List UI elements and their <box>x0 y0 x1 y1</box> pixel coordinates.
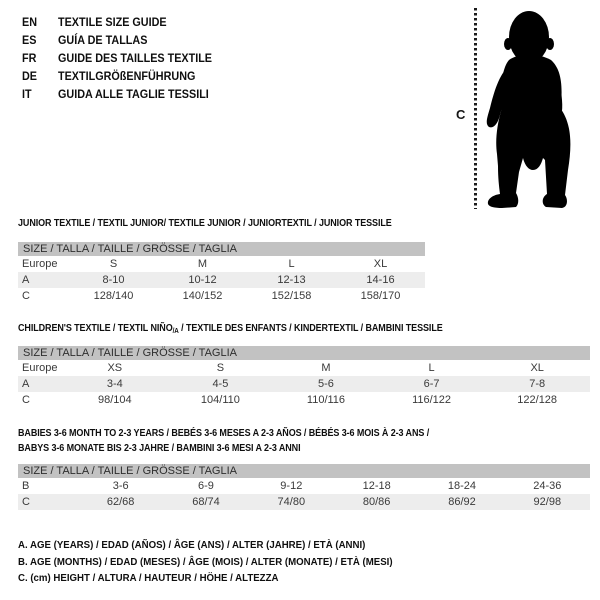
size-cell: 4-5 <box>212 378 229 390</box>
language-row <box>22 67 212 85</box>
table-row <box>18 494 590 510</box>
language-list <box>22 13 233 103</box>
size-cell: XL <box>373 258 388 270</box>
language-title: GUIDA ALLE TAGLIE TESSILI <box>58 87 209 101</box>
size-cell: S <box>216 362 225 374</box>
baby-silhouette-icon <box>483 8 598 210</box>
height-measure-label: C <box>456 107 466 122</box>
size-header-bar: SIZE / TALLA / TAILLE / GRÖSSE / TAGLIA <box>18 346 590 360</box>
section-title-children-sub: /A <box>172 328 179 335</box>
size-cell: XS <box>107 362 123 374</box>
size-cell: 122/128 <box>517 394 558 406</box>
table-row <box>18 478 590 494</box>
size-cell: 9-12 <box>280 480 303 492</box>
section-title-children-rest: / TEXTILE DES ENFANTS / KINDERTEXTIL / BAMBINI TESSILE <box>178 323 443 334</box>
size-cell: 24-36 <box>533 480 562 492</box>
size-cell: 92/98 <box>533 496 562 508</box>
row-label: C <box>22 394 30 406</box>
language-row <box>22 85 212 103</box>
table-row <box>18 272 425 288</box>
size-cell: 140/152 <box>182 290 223 302</box>
size-header-bar: SIZE / TALLA / TAILLE / GRÖSSE / TAGLIA <box>18 242 425 256</box>
size-cell: 6-7 <box>423 378 440 390</box>
table-row <box>18 376 590 392</box>
size-cell: 3-4 <box>106 378 123 390</box>
language-code: IT <box>22 87 32 101</box>
language-row <box>22 13 212 31</box>
table-row <box>18 256 425 272</box>
language-row <box>22 31 212 49</box>
size-cell: XL <box>530 362 544 374</box>
language-code: ES <box>22 33 37 47</box>
language-title: GUÍA DE TALLAS <box>58 33 148 47</box>
footnote-line-b: B. AGE (MONTHS) / EDAD (MESES) / ÂGE (MOIS) / ALTER (MONATE) / ETÀ (MESI) <box>18 555 393 568</box>
size-cell: 7-8 <box>529 378 546 390</box>
size-cell: 14-16 <box>366 274 395 286</box>
size-cell: 8-10 <box>102 274 125 286</box>
size-cell: 12-18 <box>362 480 391 492</box>
size-cell: 68/74 <box>192 496 220 508</box>
table-row <box>18 392 590 408</box>
size-cell: 104/110 <box>200 394 240 406</box>
language-title: TEXTILGRÖßENFÜHRUNG <box>58 69 196 83</box>
size-cell: 6-9 <box>198 480 214 492</box>
size-cell: 5-6 <box>318 378 334 390</box>
size-cell: L <box>288 258 295 270</box>
row-label: Europe <box>22 362 58 374</box>
footnote-line-c: C. (cm) HEIGHT / ALTURA / HAUTEUR / HÖHE / ALTEZZA <box>18 572 279 584</box>
row-label: C <box>22 496 30 508</box>
size-header-bar: SIZE / TALLA / TAILLE / GRÖSSE / TAGLIA <box>18 464 590 478</box>
section-title-babies-line1: BABIES 3-6 MONTH TO 2-3 YEARS / BEBÉS 3-6 MESES A 2-3 AÑOS / BÉBÉS 3-6 MOIS À 2-3 ANS / <box>18 428 430 439</box>
language-title: GUIDE DES TAILLES TEXTILE <box>58 51 213 65</box>
silhouette-legs <box>488 108 571 208</box>
section-title-children-main: CHILDREN'S TEXTILE / TEXTIL NIÑO <box>18 323 173 334</box>
size-table-children <box>18 346 590 408</box>
section-title-babies <box>18 426 429 456</box>
table-row <box>18 288 425 304</box>
language-code: EN <box>22 15 38 29</box>
language-code: FR <box>22 51 37 65</box>
row-label: B <box>22 480 30 492</box>
size-cell: 74/80 <box>277 496 306 508</box>
row-label: A <box>22 378 30 390</box>
size-cell: 152/158 <box>271 290 312 302</box>
language-row <box>22 49 212 67</box>
size-cell: 116/122 <box>412 394 452 406</box>
language-code: DE <box>22 69 38 83</box>
row-label: C <box>22 290 30 302</box>
footnote-line-a: A. AGE (YEARS) / EDAD (AÑOS) / ÂGE (ANS) / ALTER (JAHRE) / ETÀ (ANNI) <box>18 539 366 551</box>
size-cell: 128/140 <box>93 290 134 302</box>
size-table-babies <box>18 464 590 510</box>
size-cell: 98/104 <box>97 394 132 406</box>
size-cell: 10-12 <box>188 274 217 286</box>
section-title-children <box>18 321 443 339</box>
size-cell: M <box>321 362 331 374</box>
table-row <box>18 360 590 376</box>
footnotes <box>18 537 425 587</box>
size-cell: S <box>109 258 118 270</box>
size-cell: 80/86 <box>362 496 391 508</box>
size-cell: 12-13 <box>277 274 306 286</box>
size-cell: 110/116 <box>306 394 346 406</box>
size-cell: L <box>428 362 435 374</box>
size-cell: 3-6 <box>112 480 129 492</box>
language-title: TEXTILE SIZE GUIDE <box>58 15 167 29</box>
section-title-junior: JUNIOR TEXTILE / TEXTIL JUNIOR/ TEXTILE JUNIOR / JUNIORTEXTIL / JUNIOR TESSILE <box>18 218 392 229</box>
size-cell: 18-24 <box>447 480 477 492</box>
size-cell: 158/170 <box>360 290 401 302</box>
size-cell: 62/68 <box>106 496 135 508</box>
section-title-babies-line2: BABYS 3-6 MONATE BIS 2-3 JAHRE / BAMBINI 3-6 MESI A 2-3 ANNI <box>18 443 301 454</box>
height-measure-dashed-line <box>474 8 477 209</box>
row-label: A <box>22 274 30 286</box>
size-cell: 86/92 <box>448 496 476 508</box>
size-cell: M <box>197 258 208 270</box>
size-table-junior <box>18 242 425 304</box>
row-label: Europe <box>22 258 58 270</box>
